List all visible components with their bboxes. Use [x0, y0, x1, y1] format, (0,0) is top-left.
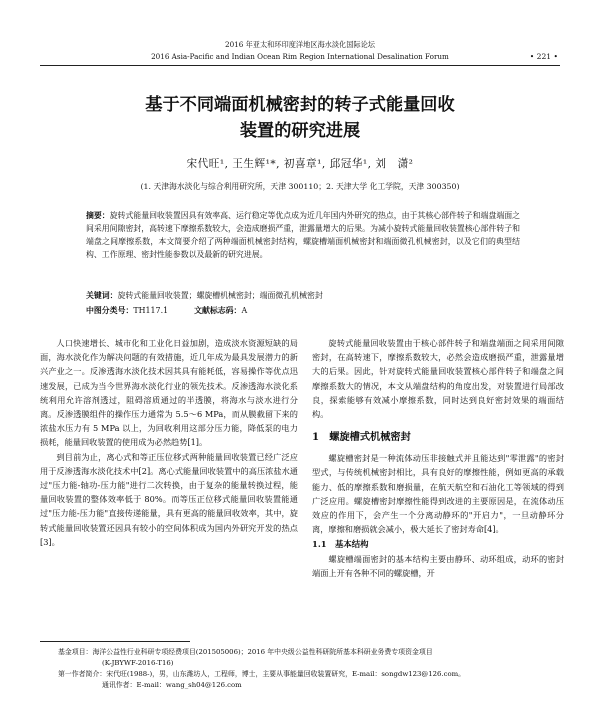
body-paragraph: 旋转式能量回收装置由于核心部件转子和端盘端面之间采用间隙密封，在高转速下，摩擦系数较大，必然会造成磨损严重，泄露量增大的后果。因此，针对旋转式能量回收装置核心部件转子和端盘之间摩擦系数大的情况，本文从端盘结构的角度出发，对装置进行局部改良，探索能够有效减小摩擦系数，同时达到良好密封效果的端面结构。	[312, 338, 564, 420]
subsection-heading: 1.1 基本结构	[312, 539, 369, 550]
fund-note: 基金项目：海洋公益性行业科研专项经费项目(201505006)；2016 年中央级公益性科研院所基本科研业务费专项资金项目	[58, 648, 433, 656]
affiliations: (1. 天津海水淡化与综合利用研究所，天津 300110；2. 天津大学 化工学院，天津 300350)	[140, 182, 460, 191]
body-paragraph: 到目前为止，离心式和等正压位移式两种能量回收装置已经广泛应用于反渗透海水淡化技术中[2]。离心式能量回收装置中的高压浓盐水通过"压力能-轴功-压力能"进行二次转换，由于复杂的能量转换过程，能量回收装置的整体效率低于 80%。而等压正位移式能量回收装置能通过"压力能-压力能"直接传递能量，具有更高的能量回收效率，其中，旋转式能量回收装置还因具有较小的空间体积成为国内外研究开发的热点[3]。	[40, 451, 298, 547]
footnotes	[58, 647, 564, 691]
clc-label: 中图分类号：	[86, 306, 134, 315]
left-column	[40, 336, 298, 549]
keywords	[86, 290, 520, 302]
header-rule	[40, 65, 560, 66]
paper-title-line2: 装置的研究进展	[239, 121, 361, 141]
fund-note-continued: (K-JBYWF-2016-T16)	[102, 659, 174, 667]
author-list: 宋代旺¹, 王生辉¹*, 初喜章¹, 邱冠华¹, 刘 潇²	[186, 158, 414, 170]
author-bio-note: 第一作者简介：宋代旺(1988-)，男，山东潍坊人，工程师，博士，主要从事能量回收装置研究，E-mail：songdw123@126.com。	[58, 670, 466, 678]
body-paragraph: 螺旋槽端面密封的基本结构主要由静环、动环组成，动环的密封端面上开有各种不同的螺旋槽，开	[312, 553, 564, 578]
corresponding-author-note: 通讯作者：E-mail：wang_sh04@126.com	[102, 681, 242, 689]
keywords-label: 关键词：	[86, 291, 118, 300]
section-heading: 1 螺旋槽式机械密封	[312, 431, 411, 444]
abstract-label: 摘要：	[86, 211, 110, 220]
doc-code-label: 文献标志码：	[194, 306, 242, 315]
body-paragraph: 螺旋槽密封是一种流体动压非接触式并且能达到"零泄露"的密封型式，与传统机械密封相比，具有良好的摩擦性能，例如更高的承载能力、低的摩擦系数和磨损量，在航天航空和石油化工等领域的得到广泛应用。螺旋槽密封摩擦性能得到改进的主要原因是，在流体动压效应的作用下，会产生一个分离动静环的"开启力"，一旦动静环分离，摩擦和磨损就会减小，极大延长了密封寿命[4]。	[312, 453, 564, 535]
paper-title-line1: 基于不同端面机械密封的转子式能量回收	[145, 95, 455, 115]
classification	[86, 305, 520, 317]
doc-code-value: A	[241, 306, 248, 315]
keywords-text: 旋转式能量回收装置；螺旋槽机械密封；端面微孔机械密封	[117, 291, 323, 300]
abstract-text: 旋转式能量回收装置因具有效率高、运行稳定等优点成为近几年国内外研究的热点，由于其核心部件转子和端盘端面之间采用间隙密封，高转速下摩擦系数较大，会造成磨损严重，泄露量增大的后果。为减小旋转式能量回收装置核心部件转子和端盘之间摩擦系数，本文简要介绍了两种端面机械密封结构，螺旋槽端面机械密封和端面微孔机械密封，以及它们的典型结构、工作原理、密封性能参数以及最新的研究进展。	[86, 211, 521, 259]
running-header-english: 2016 Asia-Pacific and Indian Ocean Rim Region International Desalination Forum	[151, 52, 449, 61]
clc-value: TH117.1	[133, 306, 169, 315]
running-header-chinese: 2016 年亚太和环印度洋地区海水淡化国际论坛	[225, 40, 375, 49]
page-number: • 221 •	[529, 52, 558, 61]
footnote-rule	[40, 641, 190, 642]
right-column	[312, 336, 564, 580]
abstract	[86, 209, 520, 261]
body-paragraph: 人口快速增长、城市化和工业化日益加剧，造成淡水资源短缺的局面，海水淡化作为解决问题的有效措施，近几年成为最具发展潜力的新兴产业之一。反渗透海水淡化技术因其具有能耗低，容易操作等优点迅速发展，已成为当今世界海水淡化行业的领先技术。反渗透海水淡化系统利用允许溶剂透过，阻碍溶质通过的半透膜，将海水与淡水进行分离。反渗透膜组件的操作压力通常为 5.5～6 MPa，而从膜截留下来的浓盐水压力有 5 MPa 以上，为回收利用这部分压力能，降低泵的电力损耗，能量回收装置的使用成为必然趋势[1]。	[40, 338, 298, 448]
